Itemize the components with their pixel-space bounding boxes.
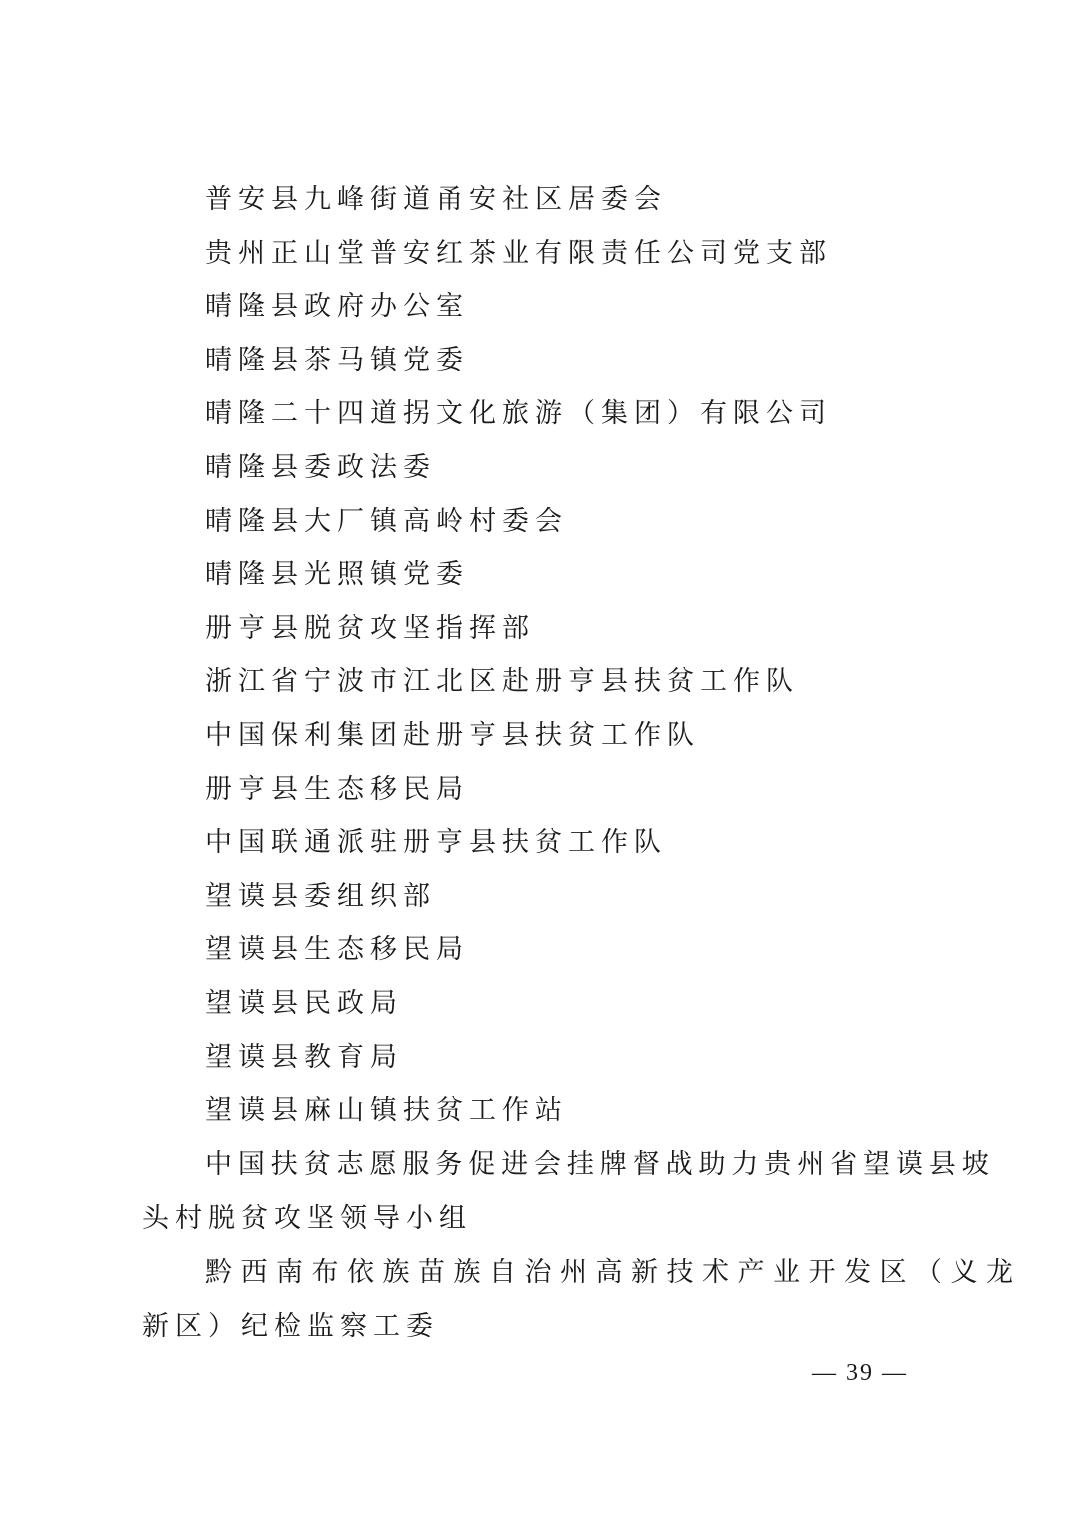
entry-6: 晴隆县委政法委 <box>205 452 436 483</box>
entry-17: 望谟县教育局 <box>205 1042 403 1073</box>
entry-14: 望谟县委组织部 <box>205 881 436 912</box>
entry-9: 册亨县脱贫攻坚指挥部 <box>205 613 535 644</box>
entry-18: 望谟县麻山镇扶贫工作站 <box>205 1095 568 1126</box>
entry-13: 中国联通派驻册亨县扶贫工作队 <box>205 827 667 858</box>
entry-11: 中国保利集团赴册亨县扶贫工作队 <box>205 720 700 751</box>
entry-3: 晴隆县政府办公室 <box>205 291 469 322</box>
entry-20-line-1: 黔西南布依族苗族自治州高新技术产业开发区（义龙 <box>205 1257 1022 1288</box>
entry-19-line-1: 中国扶贫志愿服务促进会挂牌督战助力贵州省望谟县坡 <box>205 1149 995 1180</box>
entry-15: 望谟县生态移民局 <box>205 934 469 965</box>
entry-8: 晴隆县光照镇党委 <box>205 559 469 590</box>
entry-20-line-2: 新区）纪检监察工委 <box>142 1311 439 1342</box>
page-number: — 39 — <box>812 1360 908 1386</box>
entry-12: 册亨县生态移民局 <box>205 774 469 805</box>
entry-5: 晴隆二十四道拐文化旅游（集团）有限公司 <box>205 398 832 429</box>
entry-7: 晴隆县大厂镇高岭村委会 <box>205 506 568 537</box>
entry-19-line-2: 头村脱贫攻坚领导小组 <box>142 1203 472 1234</box>
entry-4: 晴隆县茶马镇党委 <box>205 345 469 376</box>
entry-10: 浙江省宁波市江北区赴册亨县扶贫工作队 <box>205 666 799 697</box>
entry-2: 贵州正山堂普安红茶业有限责任公司党支部 <box>205 238 832 269</box>
entry-1: 普安县九峰街道甬安社区居委会 <box>205 184 667 215</box>
entry-16: 望谟县民政局 <box>205 988 403 1019</box>
